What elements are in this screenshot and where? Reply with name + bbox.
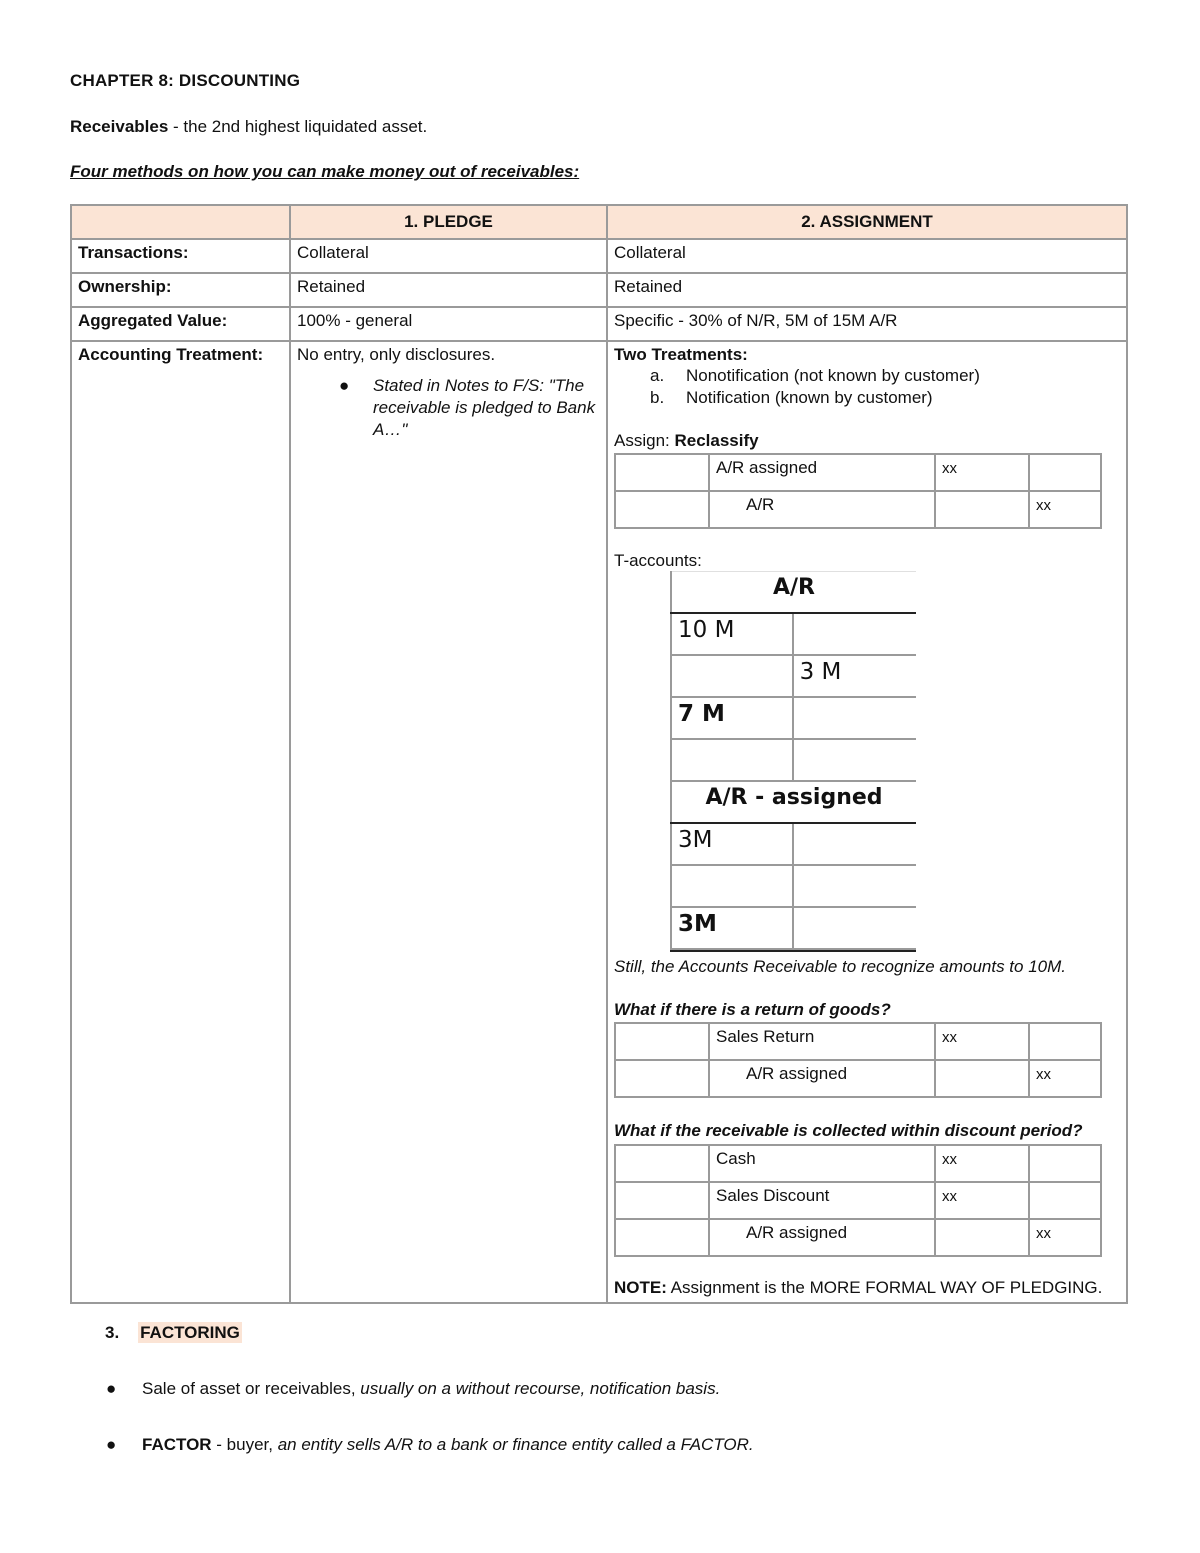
table-row	[671, 655, 916, 697]
table-row	[671, 865, 916, 907]
date-cell	[615, 1145, 709, 1182]
table-row	[615, 491, 1101, 528]
bullet-text	[142, 1379, 720, 1399]
t-account-bottom-rule	[670, 950, 916, 952]
pledge-treatment-text: No entry, only disclosures.	[297, 345, 496, 364]
discount-journal-entry	[614, 1144, 1102, 1257]
t-debit	[671, 655, 793, 697]
t-credit	[793, 907, 916, 949]
bullet-dot-icon: ●	[339, 376, 350, 395]
t-spacer	[793, 739, 916, 781]
list-item	[650, 365, 1120, 387]
t-spacer	[671, 739, 793, 781]
t-debit: 10 M	[671, 613, 793, 655]
bullet-italic: an entity sells A/R to a bank or finance entity called a FACTOR.	[277, 1435, 754, 1454]
pledge-bullet	[339, 375, 600, 441]
t-debit: 3M	[671, 823, 793, 865]
pledge-cell: 100% - general	[290, 307, 607, 341]
chapter-title: CHAPTER 8: DISCOUNTING	[70, 71, 301, 90]
discount-question: What if the receivable is collected within discount period?	[614, 1121, 1083, 1140]
table-row	[615, 454, 1101, 491]
t-accounts	[670, 571, 916, 950]
list-item-text: Notification (known by customer)	[686, 388, 933, 407]
t-credit	[793, 697, 916, 739]
table-row	[615, 1182, 1101, 1219]
bullet-plain: Sale of asset or receivables,	[142, 1379, 361, 1398]
account-cell: Sales Discount	[709, 1182, 935, 1219]
table-header-row	[71, 205, 1127, 239]
reclass-journal-entry	[614, 453, 1102, 529]
account-cell: A/R assigned	[709, 454, 935, 491]
account-cell: Sales Return	[709, 1023, 935, 1060]
pledge-bullet-text: Stated in Notes to F/S: "The receivable is pledged to Bank A…"	[373, 376, 596, 439]
debit-cell: xx	[935, 454, 1029, 491]
pledge-cell: Collateral	[290, 239, 607, 273]
return-question: What if there is a return of goods?	[614, 1000, 891, 1019]
table-row	[615, 1219, 1101, 1256]
date-cell	[615, 1219, 709, 1256]
list-item	[650, 387, 1120, 409]
bullet-text	[142, 1435, 754, 1455]
assignment-cell: Retained	[607, 273, 1127, 307]
factoring-number: 3.	[105, 1323, 120, 1342]
credit-cell	[1029, 1182, 1101, 1219]
accounting-treatment-row	[71, 341, 1127, 1303]
t-account-header	[671, 781, 916, 823]
pledge-treatment-cell	[290, 341, 607, 1303]
receivables-term: Receivables	[70, 117, 169, 136]
header-pledge: 1. PLEDGE	[290, 205, 607, 239]
debit-cell	[935, 1219, 1029, 1256]
table-row	[71, 239, 1127, 273]
t-credit	[793, 865, 916, 907]
t-balance: 3M	[671, 907, 793, 949]
row-label: Accounting Treatment:	[71, 341, 290, 1303]
table-row	[671, 907, 916, 949]
factoring-heading	[105, 1323, 242, 1343]
assignment-note	[614, 1277, 1120, 1299]
table-row	[615, 1145, 1101, 1182]
t-credit	[793, 823, 916, 865]
debit-cell: xx	[935, 1182, 1029, 1219]
date-cell	[615, 1023, 709, 1060]
credit-cell	[1029, 454, 1101, 491]
date-cell	[615, 1060, 709, 1097]
list-marker: b.	[650, 388, 665, 407]
table-row	[671, 613, 916, 655]
note-text: Assignment is the MORE FORMAL WAY OF PLEDGING.	[666, 1278, 1103, 1297]
assign-line	[614, 431, 1120, 451]
note-label: NOTE:	[614, 1278, 667, 1297]
table-row	[71, 273, 1127, 307]
table-row	[671, 739, 916, 781]
assignment-treatment-cell	[607, 341, 1127, 1303]
t-debit	[671, 865, 793, 907]
bullet-dot-icon: ●	[106, 1379, 117, 1398]
bullet-plain: - buyer,	[211, 1435, 278, 1454]
t-balance: 7 M	[671, 697, 793, 739]
account-cell: A/R	[709, 491, 935, 528]
date-cell	[615, 491, 709, 528]
header-empty-cell	[71, 205, 290, 239]
credit-cell: xx	[1029, 1060, 1101, 1097]
date-cell	[615, 454, 709, 491]
account-cell: A/R assigned	[709, 1060, 935, 1097]
t-account-title-ar: A/R	[671, 572, 916, 614]
bullet-italic: usually on a without recourse, notification basis.	[360, 1379, 721, 1398]
treatments-list	[614, 365, 1120, 409]
table-row	[615, 1023, 1101, 1060]
factoring-name: FACTORING	[140, 1323, 240, 1342]
credit-cell	[1029, 1145, 1101, 1182]
date-cell	[615, 1182, 709, 1219]
table-row	[671, 823, 916, 865]
table-row	[671, 697, 916, 739]
debit-cell	[935, 1060, 1029, 1097]
credit-cell: xx	[1029, 491, 1101, 528]
receivables-definition	[70, 117, 427, 137]
taccounts-label: T-accounts:	[614, 551, 702, 570]
methods-heading: Four methods on how you can make money out of receivables:	[70, 162, 580, 181]
account-cell: Cash	[709, 1145, 935, 1182]
debit-cell	[935, 491, 1029, 528]
credit-cell	[1029, 1023, 1101, 1060]
t-credit	[793, 613, 916, 655]
account-cell: A/R assigned	[709, 1219, 935, 1256]
bullet-bold: FACTOR	[142, 1435, 212, 1454]
bullet-dot-icon: ●	[106, 1435, 117, 1454]
pledge-cell: Retained	[290, 273, 607, 307]
receivables-def-text: - the 2nd highest liquidated asset.	[168, 117, 428, 136]
return-journal-entry	[614, 1022, 1102, 1098]
list-marker: a.	[650, 366, 665, 385]
t-account-header	[671, 572, 916, 614]
methods-table	[70, 204, 1128, 1304]
t-account-title-ar-assigned: A/R - assigned	[671, 781, 916, 823]
t-credit: 3 M	[793, 655, 916, 697]
debit-cell: xx	[935, 1145, 1029, 1182]
two-treatments-label: Two Treatments:	[614, 345, 748, 364]
assign-prefix: Assign:	[614, 431, 675, 450]
credit-cell: xx	[1029, 1219, 1101, 1256]
assign-reclassify: Reclassify	[674, 431, 759, 450]
list-item-text: Nonotification (not known by customer)	[686, 366, 980, 385]
assignment-cell: Specific - 30% of N/R, 5M of 15M A/R	[607, 307, 1127, 341]
header-assignment: 2. ASSIGNMENT	[607, 205, 1127, 239]
assignment-cell: Collateral	[607, 239, 1127, 273]
row-label: Transactions:	[71, 239, 290, 273]
table-row	[71, 307, 1127, 341]
table-row	[615, 1060, 1101, 1097]
row-label: Aggregated Value:	[71, 307, 290, 341]
row-label: Ownership:	[71, 273, 290, 307]
still-note: Still, the Accounts Receivable to recognize amounts to 10M.	[614, 957, 1066, 976]
debit-cell: xx	[935, 1023, 1029, 1060]
